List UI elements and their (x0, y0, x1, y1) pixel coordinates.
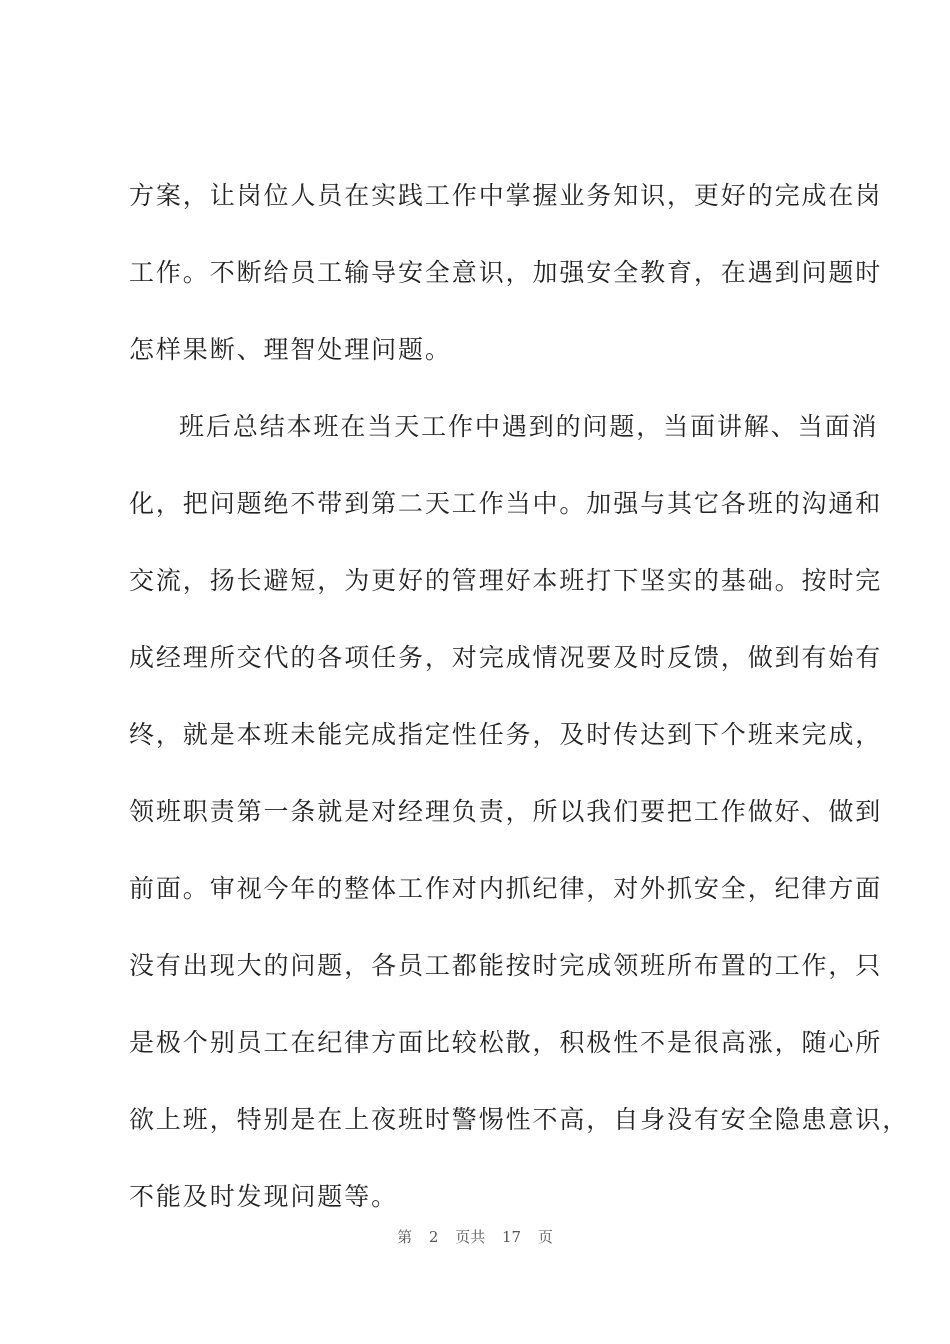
text-line: 没有出现大的问题，各员工都能按时完成领班所布置的工作，只 (129, 951, 883, 980)
text-line: 是极个别员工在纪律方面比较松散，积极性不是很高涨，随心所 (129, 1028, 883, 1057)
page-footer (0, 1227, 950, 1247)
text-line: 欲上班，特别是在上夜班时警惕性不高，自身没有安全隐患意识， (129, 1105, 910, 1134)
footer-prefix: 第 (397, 1228, 413, 1246)
text-line: 终，就是本班未能完成指定性任务，及时传达到下个班来完成， (129, 720, 883, 749)
text-line: 方案，让岗位人员在实践工作中掌握业务知识，更好的完成在岗 (129, 181, 883, 210)
text-line: 工作。不断给员工输导安全意识，加强安全教育，在遇到问题时 (129, 258, 883, 287)
text-line: 前面。审视今年的整体工作对内抓纪律，对外抓安全，纪律方面 (129, 874, 883, 903)
text-line: 化，把问题绝不带到第二天工作当中。加强与其它各班的沟通和 (129, 489, 883, 518)
footer-total-pages: 17 (502, 1228, 522, 1246)
text-line: 交流，扬长避短，为更好的管理好本班打下坚实的基础。按时完 (129, 566, 883, 595)
footer-suffix: 页 (537, 1228, 553, 1246)
footer-page-number: 2 (428, 1228, 439, 1246)
text-line: 成经理所交代的各项任务，对完成情况要及时反馈，做到有始有 (129, 643, 883, 672)
text-line: 不能及时发现问题等。 (129, 1182, 399, 1211)
text-line: 怎样果断、理智处理问题。 (129, 335, 452, 364)
paragraph-first-line: 班后总结本班在当天工作中遇到的问题，当面讲解、当面消 (179, 412, 879, 441)
text-line: 领班职责第一条就是对经理负责，所以我们要把工作做好、做到 (129, 797, 883, 826)
footer-mid: 页共 (455, 1228, 486, 1246)
